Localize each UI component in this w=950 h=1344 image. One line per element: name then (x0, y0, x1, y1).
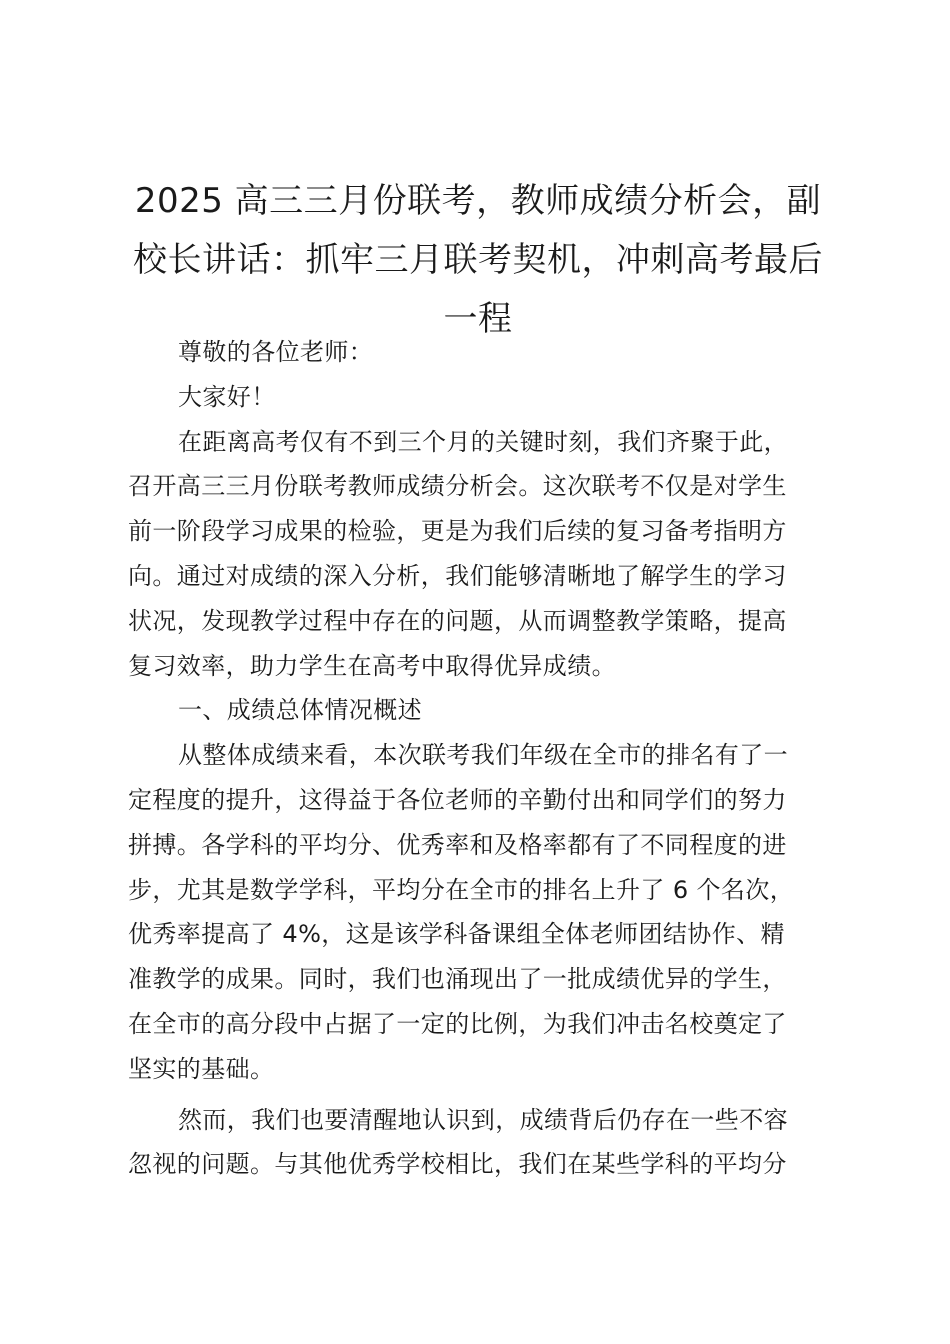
paragraph-line: 定程度的提升，这得益于各位老师的辛勤付出和同学们的努力 (128, 785, 787, 814)
salutation-text: 大家好！ (178, 382, 276, 411)
paragraph-line: 召开高三三月份联考教师成绩分析会。这次联考不仅是对学生 (128, 472, 787, 501)
paragraph-line: 在全市的高分段中占据了一定的比例，为我们冲击名校奠定了 (128, 1009, 787, 1038)
paragraph-line: 在距离高考仅有不到三个月的关键时刻，我们齐聚于此， (178, 427, 788, 456)
paragraph-line: 前一阶段学习成果的检验，更是为我们后续的复习备考指明方 (128, 517, 787, 546)
paragraph-line: 向。通过对成绩的深入分析，我们能够清晰地了解学生的学习 (128, 561, 787, 590)
paragraph-line: 优秀率提高了 4%，这是该学科备课组全体老师团结协作、精 (128, 920, 785, 949)
paragraph-line: 步，尤其是数学学科，平均分在全市的排名上升了 6 个名次， (128, 875, 795, 904)
document-body (128, 330, 834, 1187)
greeting (128, 330, 834, 375)
section-heading (128, 688, 834, 733)
document-title (120, 172, 836, 349)
paragraph-line: 准教学的成果。同时，我们也涌现出了一批成绩优异的学生， (128, 965, 787, 994)
greeting-text: 尊敬的各位老师： (178, 338, 374, 366)
salutation (128, 375, 834, 420)
paragraph-line: 忽视的问题。与其他优秀学校相比，我们在某些学科的平均分 (128, 1150, 787, 1179)
paragraph-problems (128, 1098, 834, 1188)
title-line-3: 一程 (443, 299, 513, 339)
title-line-1: 2025 高三三月份联考，教师成绩分析会，副 (134, 181, 822, 221)
paragraph-intro (128, 420, 834, 689)
title-line-2: 校长讲话：抓牢三月联考契机，冲刺高考最后 (133, 240, 823, 280)
paragraph-line: 状况，发现教学过程中存在的问题，从而调整教学策略，提高 (128, 606, 787, 635)
paragraph-line: 拼搏。各学科的平均分、优秀率和及格率都有了不同程度的进 (128, 830, 787, 859)
paragraph-line: 复习效率，助力学生在高考中取得优异成绩。 (128, 651, 616, 680)
section-heading-text: 一、成绩总体情况概述 (178, 696, 422, 725)
paragraph-overview (128, 733, 834, 1091)
paragraph-line: 从整体成绩来看，本次联考我们年级在全市的排名有了一 (178, 741, 788, 770)
paragraph-line: 坚实的基础。 (128, 1054, 275, 1083)
paragraph-line: 然而，我们也要清醒地认识到，成绩背后仍存在一些不容 (178, 1105, 788, 1134)
